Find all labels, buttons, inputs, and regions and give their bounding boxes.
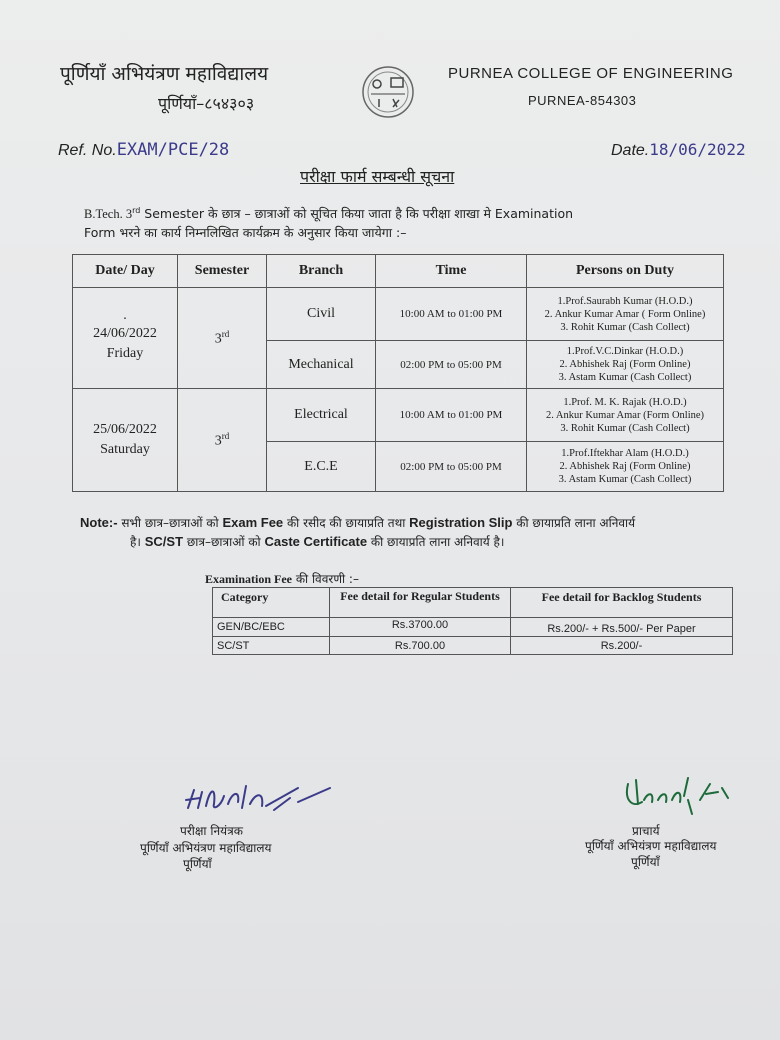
note-exam-fee: Exam Fee (222, 515, 284, 530)
persons-cell (527, 341, 724, 389)
fee-regular: Rs.700.00 (330, 637, 511, 655)
persons-cell (527, 442, 724, 492)
principal-title: प्राचार्य (632, 824, 660, 838)
intro-line-1 (84, 205, 573, 222)
note-registration-slip: Registration Slip (409, 515, 513, 530)
intro-course: B.Tech. 3 (84, 207, 133, 221)
note-line-1 (80, 514, 635, 531)
note-text: है। (130, 535, 145, 549)
person-cash: 3. Astam Kumar (Cash Collect) (558, 474, 692, 485)
person-hod: 1.Prof.Iftekhar Alam (H.O.D.) (561, 448, 689, 459)
table-row (73, 288, 724, 341)
ref-label: Ref. No. (58, 142, 117, 159)
fee-category: GEN/BC/EBC (213, 618, 330, 637)
day-value: Saturday (100, 442, 150, 457)
table-row (73, 389, 724, 442)
header-branch: Branch (267, 255, 376, 288)
note-caste-certificate: Caste Certificate (264, 534, 368, 549)
fee-regular: Rs.3700.00 (330, 618, 511, 637)
date-cell (73, 389, 178, 492)
intro-sup: rd (132, 205, 141, 215)
ref-value: EXAM/PCE/28 (116, 140, 230, 160)
note-scst: SC/ST (144, 534, 184, 549)
note-label: Note:- (80, 515, 118, 530)
exam-controller-signature (180, 778, 350, 820)
fee-table (212, 587, 733, 655)
fee-backlog: Rs.200/- + Rs.500/- Per Paper (511, 618, 733, 637)
ref-number (58, 140, 229, 160)
duty-schedule-table (72, 254, 724, 492)
college-city-english: PURNEA-854303 (528, 93, 637, 108)
day-value: Friday (106, 346, 144, 361)
time-cell: 02:00 PM to 05:00 PM (376, 341, 527, 389)
intro-text-1: Semester के छात्र – छात्राओं को सूचित किया जाता है कि परीक्षा शाखा मे Examination (140, 206, 574, 221)
college-city-hindi: पूर्णियाँ–८५४३०३ (158, 94, 255, 113)
exam-controller-title: परीक्षा नियंत्रक (180, 824, 243, 838)
person-form: 2. Abhishek Raj (Form Online) (559, 461, 691, 472)
note-text: सभी छात्र–छात्राओं को (117, 516, 223, 530)
document-date (611, 140, 746, 160)
branch-cell: Electrical (267, 389, 376, 442)
time-cell: 10:00 AM to 01:00 PM (376, 389, 527, 442)
date-value: 25/06/2022 (93, 422, 157, 437)
semester-sup: rd (221, 430, 230, 441)
person-form: 2. Ankur Kumar Amar (Form Online) (545, 409, 705, 421)
date-value: 24/06/2022 (93, 326, 157, 341)
persons-cell (527, 389, 724, 442)
branch-cell: Mechanical (267, 341, 376, 389)
date-cell (73, 288, 178, 389)
person-cash: 3. Astam Kumar (Cash Collect) (558, 372, 692, 383)
duty-table-header (73, 255, 724, 288)
header-persons-on-duty: Persons on Duty (527, 255, 724, 288)
persons-cell (527, 288, 724, 341)
fee-header-regular: Fee detail for Regular Students (330, 588, 511, 618)
principal-org: पूर्णियाँ अभियंत्रण महाविद्यालय (585, 839, 717, 853)
note-line-2 (130, 533, 504, 550)
principal-signature (618, 770, 738, 820)
intro-line-2: Form भरने का कार्य निम्नलिखित कार्यक्रम के अनुसार किया जायेगा :– (84, 225, 407, 240)
person-cash: 3. Rohit Kumar (Cash Collect) (560, 321, 690, 333)
person-hod: 1.Prof.Saurabh Kumar (H.O.D.) (557, 295, 693, 307)
note-text: छात्र–छात्राओं को (183, 535, 265, 549)
branch-cell: Civil (267, 288, 376, 341)
college-emblem-logo (355, 64, 421, 120)
notice-subject: परीक्षा फार्म सम्बन्धी सूचना (300, 167, 455, 186)
semester-value: 3 (214, 433, 222, 449)
semester-cell (178, 389, 267, 492)
table-row (213, 637, 733, 655)
exam-controller-city: पूर्णियाँ (183, 857, 212, 871)
person-hod: 1.Prof.V.C.Dinkar (H.O.D.) (566, 346, 684, 357)
branch-cell: E.C.E (267, 442, 376, 492)
principal-city: पूर्णियाँ (631, 855, 660, 869)
header-time: Time (376, 255, 527, 288)
fee-category: SC/ST (213, 637, 330, 655)
date-label: Date. (611, 142, 650, 159)
time-cell: 10:00 AM to 01:00 PM (376, 288, 527, 341)
fee-backlog: Rs.200/- (511, 637, 733, 655)
fee-title-hi: की विवरणी :– (292, 572, 359, 586)
fee-header-row (213, 588, 733, 618)
note-text: की छायाप्रति लाना अनिवार्य (512, 516, 636, 530)
exam-controller-org: पूर्णियाँ अभियंत्रण महाविद्यालय (140, 841, 272, 855)
college-name-hindi: पूर्णियाँ अभियंत्रण महाविद्यालय (60, 63, 269, 85)
fee-header-backlog: Fee detail for Backlog Students (511, 588, 733, 618)
note-text: की छायाप्रति लाना अनिवार्य है। (367, 535, 505, 549)
semester-cell (178, 288, 267, 389)
time-cell: 02:00 PM to 05:00 PM (376, 442, 527, 492)
note-text: की रसीद की छायाप्रति तथा (283, 516, 410, 530)
fee-header-category: Category (213, 588, 330, 618)
fee-title (205, 570, 359, 587)
date-value: 18/06/2022 (649, 140, 746, 159)
person-cash: 3. Rohit Kumar (Cash Collect) (560, 422, 690, 434)
header-date-day: Date/ Day (73, 255, 178, 288)
person-form: 2. Ankur Kumar Amar ( Form Online) (544, 308, 706, 320)
college-name-english: PURNEA COLLEGE OF ENGINEERING (448, 65, 734, 82)
semester-sup: rd (221, 328, 230, 339)
semester-value: 3 (214, 331, 222, 347)
stray-dot: . (123, 308, 127, 323)
person-hod: 1.Prof. M. K. Rajak (H.O.D.) (563, 396, 687, 408)
table-row (213, 618, 733, 637)
person-form: 2. Abhishek Raj (Form Online) (559, 359, 691, 370)
fee-title-en: Examination Fee (205, 572, 292, 586)
header-semester: Semester (178, 255, 267, 288)
